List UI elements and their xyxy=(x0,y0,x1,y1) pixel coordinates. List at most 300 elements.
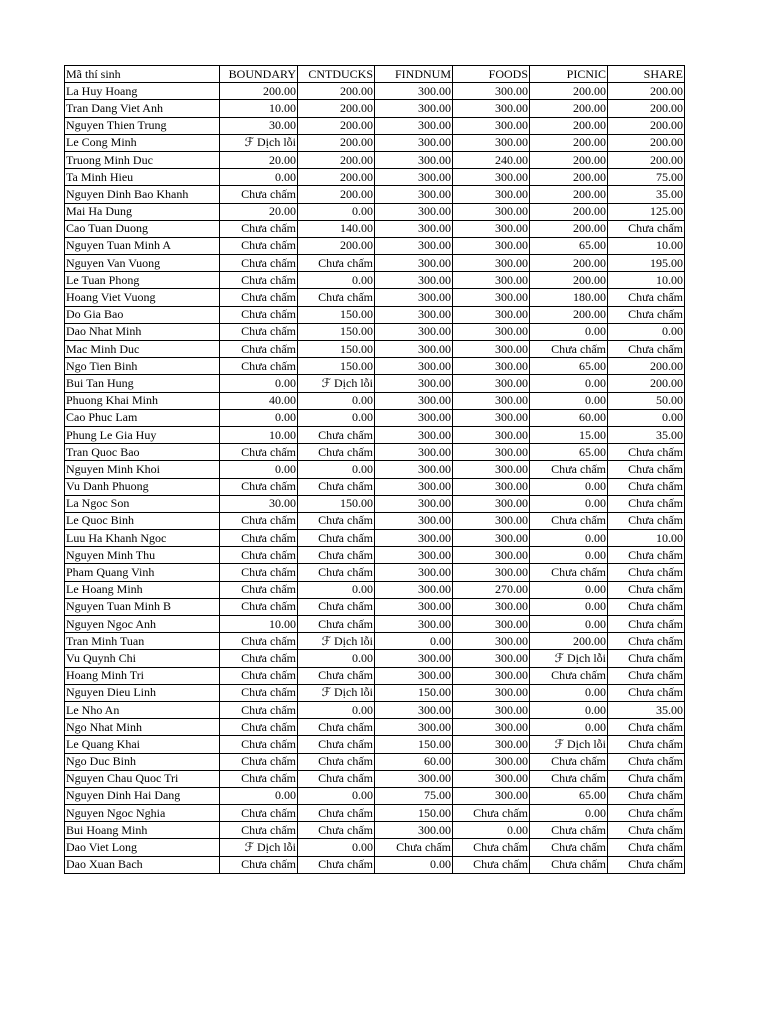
cell-findnum: 300.00 xyxy=(375,598,453,615)
cell-findnum: 300.00 xyxy=(375,186,453,203)
cell-boundary: Chưa chấm xyxy=(220,220,298,237)
table-row xyxy=(65,289,685,306)
cell-findnum: 300.00 xyxy=(375,220,453,237)
cell-findnum: 300.00 xyxy=(375,83,453,100)
cell-picnic: Chưa chấm xyxy=(530,753,608,770)
cell-findnum: 150.00 xyxy=(375,805,453,822)
table-row xyxy=(65,736,685,753)
cell-boundary: Chưa chấm xyxy=(220,444,298,461)
cell-findnum: 300.00 xyxy=(375,255,453,272)
cell-contestant-name: Truong Minh Duc xyxy=(65,151,220,168)
cell-cntducks: Chưa chấm xyxy=(298,856,375,873)
header-row xyxy=(65,66,685,83)
cell-boundary: Chưa chấm xyxy=(220,805,298,822)
cell-share: 125.00 xyxy=(608,203,685,220)
cell-contestant-name: Vu Danh Phuong xyxy=(65,478,220,495)
cell-boundary: Chưa chấm xyxy=(220,770,298,787)
cell-foods: 300.00 xyxy=(453,426,530,443)
cell-findnum: 300.00 xyxy=(375,134,453,151)
cell-foods: 300.00 xyxy=(453,341,530,358)
table-row xyxy=(65,117,685,134)
cell-picnic: Chưa chấm xyxy=(530,341,608,358)
cell-share: 10.00 xyxy=(608,272,685,289)
cell-cntducks: 0.00 xyxy=(298,787,375,804)
cell-picnic: 200.00 xyxy=(530,272,608,289)
cell-foods: 300.00 xyxy=(453,134,530,151)
cell-cntducks: 150.00 xyxy=(298,358,375,375)
cell-foods: 300.00 xyxy=(453,719,530,736)
cell-cntducks: Chưa chấm xyxy=(298,667,375,684)
cell-foods: 300.00 xyxy=(453,684,530,701)
cell-picnic: 200.00 xyxy=(530,134,608,151)
cell-foods: 300.00 xyxy=(453,547,530,564)
cell-contestant-name: Bui Hoang Minh xyxy=(65,822,220,839)
cell-foods: 300.00 xyxy=(453,770,530,787)
cell-foods: 300.00 xyxy=(453,169,530,186)
cell-share: 200.00 xyxy=(608,117,685,134)
cell-contestant-name: Nguyen Dinh Hai Dang xyxy=(65,787,220,804)
cell-boundary: Chưa chấm xyxy=(220,564,298,581)
cell-share: Chưa chấm xyxy=(608,341,685,358)
cell-picnic: 0.00 xyxy=(530,530,608,547)
cell-findnum: 300.00 xyxy=(375,358,453,375)
cell-picnic: Chưa chấm xyxy=(530,667,608,684)
cell-picnic: 0.00 xyxy=(530,719,608,736)
cell-picnic: Chưa chấm xyxy=(530,822,608,839)
table-row xyxy=(65,564,685,581)
table-row xyxy=(65,203,685,220)
cell-boundary: 0.00 xyxy=(220,461,298,478)
cell-contestant-name: Dao Xuan Bach xyxy=(65,856,220,873)
cell-boundary: ℱ Dịch lỗi xyxy=(220,134,298,151)
cell-share: Chưa chấm xyxy=(608,667,685,684)
cell-contestant-name: Hoang Minh Tri xyxy=(65,667,220,684)
table-body xyxy=(65,83,685,874)
cell-contestant-name: Le Quang Khai xyxy=(65,736,220,753)
cell-contestant-name: Luu Ha Khanh Ngoc xyxy=(65,530,220,547)
cell-contestant-name: Nguyen Minh Khoi xyxy=(65,461,220,478)
cell-cntducks: ℱ Dịch lỗi xyxy=(298,375,375,392)
cell-cntducks: Chưa chấm xyxy=(298,530,375,547)
cell-foods: Chưa chấm xyxy=(453,856,530,873)
table-row xyxy=(65,856,685,873)
table-row xyxy=(65,461,685,478)
table-row xyxy=(65,255,685,272)
cell-boundary: Chưa chấm xyxy=(220,581,298,598)
cell-cntducks: 200.00 xyxy=(298,237,375,254)
cell-findnum: 300.00 xyxy=(375,289,453,306)
cell-foods: 300.00 xyxy=(453,306,530,323)
cell-findnum: 300.00 xyxy=(375,822,453,839)
cell-cntducks: Chưa chấm xyxy=(298,512,375,529)
cell-cntducks: 200.00 xyxy=(298,169,375,186)
results-table xyxy=(64,65,685,874)
cell-contestant-name: Bui Tan Hung xyxy=(65,375,220,392)
cell-boundary: 30.00 xyxy=(220,117,298,134)
header-cell-findnum: FINDNUM xyxy=(375,66,453,83)
header-cell-foods: FOODS xyxy=(453,66,530,83)
cell-findnum: 300.00 xyxy=(375,461,453,478)
cell-foods: 300.00 xyxy=(453,323,530,340)
cell-foods: 300.00 xyxy=(453,616,530,633)
cell-contestant-name: Le Quoc Binh xyxy=(65,512,220,529)
cell-share: Chưa chấm xyxy=(608,478,685,495)
cell-contestant-name: Nguyen Chau Quoc Tri xyxy=(65,770,220,787)
cell-contestant-name: Nguyen Tuan Minh A xyxy=(65,237,220,254)
cell-picnic: Chưa chấm xyxy=(530,839,608,856)
cell-picnic: 65.00 xyxy=(530,237,608,254)
cell-share: Chưa chấm xyxy=(608,564,685,581)
cell-share: Chưa chấm xyxy=(608,220,685,237)
table-row xyxy=(65,839,685,856)
cell-cntducks: Chưa chấm xyxy=(298,719,375,736)
cell-findnum: 300.00 xyxy=(375,512,453,529)
cell-contestant-name: La Ngoc Son xyxy=(65,495,220,512)
cell-picnic: 0.00 xyxy=(530,598,608,615)
cell-foods: 300.00 xyxy=(453,409,530,426)
cell-cntducks: 150.00 xyxy=(298,341,375,358)
cell-contestant-name: Ngo Duc Binh xyxy=(65,753,220,770)
cell-share: Chưa chấm xyxy=(608,770,685,787)
cell-foods: 300.00 xyxy=(453,289,530,306)
cell-boundary: Chưa chấm xyxy=(220,186,298,203)
cell-boundary: 0.00 xyxy=(220,409,298,426)
cell-contestant-name: Nguyen Thien Trung xyxy=(65,117,220,134)
cell-contestant-name: Nguyen Tuan Minh B xyxy=(65,598,220,615)
table-row xyxy=(65,323,685,340)
cell-findnum: 300.00 xyxy=(375,495,453,512)
cell-foods: 300.00 xyxy=(453,495,530,512)
table-row xyxy=(65,581,685,598)
cell-boundary: 0.00 xyxy=(220,169,298,186)
cell-contestant-name: Phung Le Gia Huy xyxy=(65,426,220,443)
cell-cntducks: 0.00 xyxy=(298,409,375,426)
cell-cntducks: 150.00 xyxy=(298,306,375,323)
table-row xyxy=(65,787,685,804)
table-row xyxy=(65,151,685,168)
cell-share: Chưa chấm xyxy=(608,512,685,529)
cell-findnum: Chưa chấm xyxy=(375,839,453,856)
cell-boundary: Chưa chấm xyxy=(220,272,298,289)
cell-boundary: Chưa chấm xyxy=(220,684,298,701)
cell-share: 200.00 xyxy=(608,134,685,151)
cell-share: 0.00 xyxy=(608,409,685,426)
table-row xyxy=(65,805,685,822)
cell-contestant-name: Nguyen Minh Thu xyxy=(65,547,220,564)
cell-picnic: 200.00 xyxy=(530,255,608,272)
cell-foods: 300.00 xyxy=(453,100,530,117)
cell-findnum: 300.00 xyxy=(375,392,453,409)
cell-contestant-name: Le Hoang Minh xyxy=(65,581,220,598)
cell-findnum: 300.00 xyxy=(375,409,453,426)
cell-foods: Chưa chấm xyxy=(453,839,530,856)
cell-picnic: ℱ Dịch lỗi xyxy=(530,650,608,667)
cell-share: Chưa chấm xyxy=(608,822,685,839)
cell-foods: 300.00 xyxy=(453,117,530,134)
cell-picnic: 200.00 xyxy=(530,186,608,203)
cell-foods: 300.00 xyxy=(453,255,530,272)
cell-foods: 300.00 xyxy=(453,375,530,392)
cell-picnic: 0.00 xyxy=(530,495,608,512)
cell-findnum: 300.00 xyxy=(375,616,453,633)
cell-cntducks: 0.00 xyxy=(298,461,375,478)
cell-foods: 300.00 xyxy=(453,83,530,100)
cell-boundary: Chưa chấm xyxy=(220,255,298,272)
cell-picnic: Chưa chấm xyxy=(530,461,608,478)
cell-contestant-name: Cao Phuc Lam xyxy=(65,409,220,426)
cell-findnum: 300.00 xyxy=(375,237,453,254)
cell-foods: 300.00 xyxy=(453,444,530,461)
cell-boundary: Chưa chấm xyxy=(220,736,298,753)
cell-boundary: 10.00 xyxy=(220,100,298,117)
cell-share: 10.00 xyxy=(608,237,685,254)
cell-picnic: 200.00 xyxy=(530,633,608,650)
cell-cntducks: 200.00 xyxy=(298,134,375,151)
cell-cntducks: 200.00 xyxy=(298,186,375,203)
table-row xyxy=(65,701,685,718)
cell-findnum: 300.00 xyxy=(375,341,453,358)
header-cell-cntducks: CNTDUCKS xyxy=(298,66,375,83)
cell-picnic: 0.00 xyxy=(530,478,608,495)
cell-share: 200.00 xyxy=(608,151,685,168)
cell-cntducks: Chưa chấm xyxy=(298,753,375,770)
cell-share: Chưa chấm xyxy=(608,444,685,461)
cell-contestant-name: Le Nho An xyxy=(65,701,220,718)
cell-cntducks: Chưa chấm xyxy=(298,564,375,581)
cell-findnum: 300.00 xyxy=(375,444,453,461)
cell-findnum: 300.00 xyxy=(375,581,453,598)
cell-boundary: Chưa chấm xyxy=(220,633,298,650)
cell-boundary: Chưa chấm xyxy=(220,512,298,529)
cell-cntducks: 0.00 xyxy=(298,392,375,409)
cell-cntducks: Chưa chấm xyxy=(298,289,375,306)
cell-findnum: 0.00 xyxy=(375,633,453,650)
cell-picnic: 65.00 xyxy=(530,444,608,461)
cell-contestant-name: Mac Minh Duc xyxy=(65,341,220,358)
cell-share: 200.00 xyxy=(608,358,685,375)
cell-picnic: 200.00 xyxy=(530,203,608,220)
cell-picnic: 15.00 xyxy=(530,426,608,443)
cell-picnic: 200.00 xyxy=(530,100,608,117)
cell-share: Chưa chấm xyxy=(608,598,685,615)
table-row xyxy=(65,426,685,443)
cell-findnum: 75.00 xyxy=(375,787,453,804)
cell-picnic: 0.00 xyxy=(530,581,608,598)
cell-share: Chưa chấm xyxy=(608,753,685,770)
cell-cntducks: 0.00 xyxy=(298,839,375,856)
cell-cntducks: 200.00 xyxy=(298,117,375,134)
cell-foods: 300.00 xyxy=(453,633,530,650)
cell-share: Chưa chấm xyxy=(608,856,685,873)
cell-contestant-name: Le Tuan Phong xyxy=(65,272,220,289)
cell-boundary: 40.00 xyxy=(220,392,298,409)
cell-foods: 300.00 xyxy=(453,787,530,804)
cell-findnum: 300.00 xyxy=(375,547,453,564)
cell-picnic: 0.00 xyxy=(530,805,608,822)
cell-picnic: 0.00 xyxy=(530,684,608,701)
table-row xyxy=(65,134,685,151)
table-row xyxy=(65,650,685,667)
cell-cntducks: Chưa chấm xyxy=(298,805,375,822)
cell-foods: 300.00 xyxy=(453,272,530,289)
cell-boundary: Chưa chấm xyxy=(220,341,298,358)
cell-foods: 300.00 xyxy=(453,237,530,254)
cell-share: 35.00 xyxy=(608,701,685,718)
table-row xyxy=(65,512,685,529)
cell-cntducks: 0.00 xyxy=(298,272,375,289)
cell-picnic: 200.00 xyxy=(530,220,608,237)
table-row xyxy=(65,237,685,254)
cell-contestant-name: La Huy Hoang xyxy=(65,83,220,100)
cell-findnum: 300.00 xyxy=(375,169,453,186)
cell-cntducks: 0.00 xyxy=(298,701,375,718)
cell-cntducks: 0.00 xyxy=(298,650,375,667)
cell-findnum: 300.00 xyxy=(375,719,453,736)
cell-share: 35.00 xyxy=(608,426,685,443)
cell-findnum: 300.00 xyxy=(375,272,453,289)
cell-share: 200.00 xyxy=(608,83,685,100)
cell-boundary: Chưa chấm xyxy=(220,358,298,375)
cell-cntducks: Chưa chấm xyxy=(298,822,375,839)
cell-contestant-name: Tran Dang Viet Anh xyxy=(65,100,220,117)
cell-contestant-name: Tran Quoc Bao xyxy=(65,444,220,461)
table-row xyxy=(65,684,685,701)
table-row xyxy=(65,770,685,787)
cell-picnic: 60.00 xyxy=(530,409,608,426)
cell-contestant-name: Nguyen Ngoc Nghia xyxy=(65,805,220,822)
cell-cntducks: Chưa chấm xyxy=(298,478,375,495)
cell-cntducks: 150.00 xyxy=(298,323,375,340)
cell-contestant-name: Le Cong Minh xyxy=(65,134,220,151)
cell-foods: 300.00 xyxy=(453,478,530,495)
cell-boundary: Chưa chấm xyxy=(220,667,298,684)
cell-contestant-name: Nguyen Dieu Linh xyxy=(65,684,220,701)
cell-cntducks: 200.00 xyxy=(298,151,375,168)
cell-cntducks: Chưa chấm xyxy=(298,255,375,272)
cell-share: Chưa chấm xyxy=(608,547,685,564)
cell-share: Chưa chấm xyxy=(608,461,685,478)
cell-contestant-name: Mai Ha Dung xyxy=(65,203,220,220)
cell-share: Chưa chấm xyxy=(608,633,685,650)
cell-share: Chưa chấm xyxy=(608,787,685,804)
cell-foods: 300.00 xyxy=(453,667,530,684)
cell-share: 195.00 xyxy=(608,255,685,272)
cell-picnic: 0.00 xyxy=(530,547,608,564)
cell-boundary: Chưa chấm xyxy=(220,856,298,873)
cell-contestant-name: Nguyen Ngoc Anh xyxy=(65,616,220,633)
cell-foods: 300.00 xyxy=(453,392,530,409)
cell-boundary: Chưa chấm xyxy=(220,598,298,615)
cell-contestant-name: Hoang Viet Vuong xyxy=(65,289,220,306)
cell-picnic: 0.00 xyxy=(530,616,608,633)
table-row xyxy=(65,495,685,512)
cell-boundary: Chưa chấm xyxy=(220,323,298,340)
cell-share: Chưa chấm xyxy=(608,736,685,753)
cell-share: Chưa chấm xyxy=(608,684,685,701)
cell-share: 50.00 xyxy=(608,392,685,409)
cell-foods: 300.00 xyxy=(453,564,530,581)
cell-boundary: Chưa chấm xyxy=(220,237,298,254)
cell-boundary: Chưa chấm xyxy=(220,701,298,718)
table-row xyxy=(65,478,685,495)
cell-cntducks: Chưa chấm xyxy=(298,598,375,615)
table-row xyxy=(65,83,685,100)
cell-boundary: Chưa chấm xyxy=(220,650,298,667)
cell-cntducks: Chưa chấm xyxy=(298,770,375,787)
cell-foods: 300.00 xyxy=(453,736,530,753)
cell-boundary: Chưa chấm xyxy=(220,478,298,495)
cell-share: Chưa chấm xyxy=(608,581,685,598)
cell-foods: 300.00 xyxy=(453,701,530,718)
cell-picnic: Chưa chấm xyxy=(530,564,608,581)
cell-foods: 300.00 xyxy=(453,220,530,237)
cell-picnic: 180.00 xyxy=(530,289,608,306)
cell-picnic: 0.00 xyxy=(530,375,608,392)
table-row xyxy=(65,306,685,323)
cell-boundary: 20.00 xyxy=(220,151,298,168)
table-row xyxy=(65,822,685,839)
cell-findnum: 300.00 xyxy=(375,151,453,168)
cell-share: Chưa chấm xyxy=(608,616,685,633)
cell-picnic: Chưa chấm xyxy=(530,856,608,873)
table-row xyxy=(65,753,685,770)
cell-findnum: 300.00 xyxy=(375,203,453,220)
cell-findnum: 300.00 xyxy=(375,650,453,667)
cell-contestant-name: Dao Nhat Minh xyxy=(65,323,220,340)
cell-share: Chưa chấm xyxy=(608,805,685,822)
cell-boundary: 10.00 xyxy=(220,426,298,443)
cell-findnum: 0.00 xyxy=(375,856,453,873)
cell-share: Chưa chấm xyxy=(608,306,685,323)
cell-findnum: 300.00 xyxy=(375,478,453,495)
header-cell-ma-thi-sinh: Mã thí sinh xyxy=(65,66,220,83)
cell-share: Chưa chấm xyxy=(608,719,685,736)
cell-contestant-name: Ngo Tien Binh xyxy=(65,358,220,375)
cell-boundary: Chưa chấm xyxy=(220,719,298,736)
cell-picnic: 0.00 xyxy=(530,392,608,409)
cell-boundary: 10.00 xyxy=(220,616,298,633)
cell-cntducks: ℱ Dịch lỗi xyxy=(298,684,375,701)
cell-foods: 300.00 xyxy=(453,598,530,615)
cell-share: 0.00 xyxy=(608,323,685,340)
cell-picnic: 200.00 xyxy=(530,117,608,134)
cell-picnic: ℱ Dịch lỗi xyxy=(530,736,608,753)
cell-share: Chưa chấm xyxy=(608,650,685,667)
header-cell-share: SHARE xyxy=(608,66,685,83)
cell-findnum: 150.00 xyxy=(375,736,453,753)
table-row xyxy=(65,719,685,736)
cell-boundary: Chưa chấm xyxy=(220,547,298,564)
table-row xyxy=(65,598,685,615)
header-cell-boundary: BOUNDARY xyxy=(220,66,298,83)
cell-boundary: 0.00 xyxy=(220,375,298,392)
cell-foods: 300.00 xyxy=(453,461,530,478)
cell-contestant-name: Do Gia Bao xyxy=(65,306,220,323)
cell-foods: 300.00 xyxy=(453,650,530,667)
table-row xyxy=(65,547,685,564)
cell-findnum: 300.00 xyxy=(375,564,453,581)
cell-boundary: 0.00 xyxy=(220,787,298,804)
cell-contestant-name: Nguyen Van Vuong xyxy=(65,255,220,272)
cell-boundary: Chưa chấm xyxy=(220,753,298,770)
table-row xyxy=(65,530,685,547)
cell-cntducks: ℱ Dịch lỗi xyxy=(298,633,375,650)
cell-picnic: 0.00 xyxy=(530,323,608,340)
cell-findnum: 300.00 xyxy=(375,530,453,547)
cell-boundary: 20.00 xyxy=(220,203,298,220)
cell-picnic: 200.00 xyxy=(530,169,608,186)
cell-contestant-name: Ta Minh Hieu xyxy=(65,169,220,186)
